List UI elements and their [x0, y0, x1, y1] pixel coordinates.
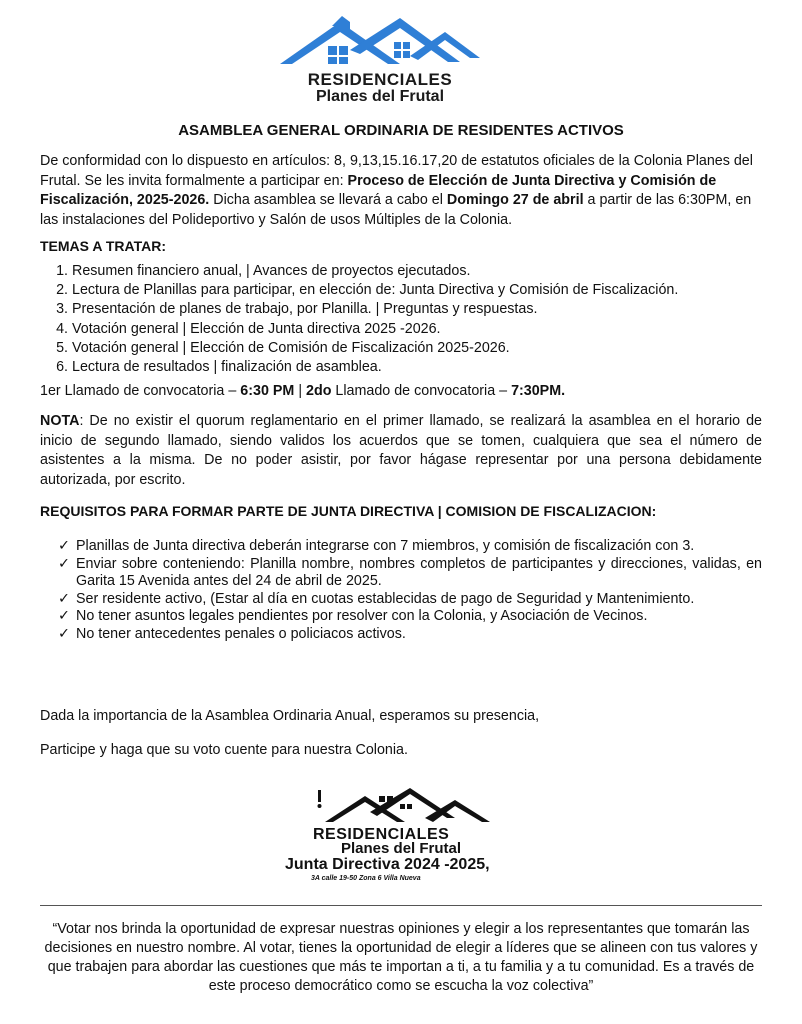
divider	[40, 905, 762, 906]
list-item: ✓ Ser residente activo, (Estar al día en cuotas establecidas de pago de Seguridad y Mantenimiento.	[58, 590, 695, 607]
stamp-address: 3A calle 19-50 Zona 6 Villa Nueva	[311, 875, 421, 882]
list-item: 4. Votación general | Elección de Junta directiva 2025 -2026.	[72, 320, 794, 339]
intro-paragraph: De conformidad con lo dispuesto en artículos: 8, 9,13,15.16.17,20 de estatutos oficiales de la Colonia Planes del Frutal. Se les invita formalmente a participar en: Proceso de Elección de Junta Directiva y Comisión de Fiscalización, 2025-2026. Dicha asamblea se llevará a cabo el Domingo 27 de abril a partir de las 6:30PM, en las instalaciones del Polideportivo y Salón de usos Múltiples de la Colonia.	[40, 153, 753, 228]
temas-heading: TEMAS A TRATAR:	[40, 238, 166, 254]
nota-paragraph: NOTA: De no existir el quorum reglamentario en el primer llamado, se realizará la asamblea en el horario de inicio de segundo llamado, siendo validos los acuerdos que se tomen, cualquiera que sea el número de asistentes a la misma. De no poder asistir, por favor hágase representar por una persona debidamente autorizada, por escrito.	[40, 413, 762, 488]
list-item: ✓ Enviar sobre conteniendo: Planilla nombre, nombres completos de participantes y direcciones, validas, en Garita 15 Avenida antes del 24 de abril de 2025.	[58, 555, 762, 590]
list-item: 2. Lectura de Planillas para participar, en elección de: Junta Directiva y Comisión de Fiscalización.	[72, 281, 794, 300]
checkmark-icon: ✓	[58, 555, 70, 572]
logo-subtitle: Planes del Frutal	[315, 88, 445, 105]
logo-title: RESIDENCIALES	[307, 70, 453, 89]
closing-line-2: Participe y haga que su voto cuente para nuestra Colonia.	[40, 742, 408, 758]
stamp-title: RESIDENCIALES	[313, 826, 450, 843]
stamp-junta: Junta Directiva 2024 -2025,	[285, 856, 490, 873]
temas-list	[40, 262, 794, 377]
list-item: ✓ No tener asuntos legales pendientes por resolver con la Colonia, y Asociación de Vecinos.	[58, 608, 648, 625]
list-item: 3. Presentación de planes de trabajo, por Planilla. | Preguntas y respuestas.	[72, 300, 794, 319]
checkmark-icon: ✓	[58, 538, 70, 554]
list-item: ✓ No tener antecedentes penales o policiacos activos.	[58, 625, 406, 642]
list-item: 5. Votación general | Elección de Comisión de Fiscalización 2025-2026.	[72, 339, 794, 358]
residenciales-logo-top	[280, 12, 480, 108]
checkmark-icon: ✓	[58, 625, 70, 642]
house-roof-icon	[280, 12, 480, 72]
requisitos-heading: REQUISITOS PARA FORMAR PARTE DE JUNTA DIRECTIVA | COMISION DE FISCALIZACION:	[40, 503, 657, 519]
closing-quote: “Votar nos brinda la oportunidad de expresar nuestras opiniones y elegir a los representantes que tomarán las decisiones en nuestro nombre. Al votar, tienes la oportunidad de elegir a líderes que se alineen con tus valores y que trabajen para abordar las cuestiones que más te importan a ti, a tu familia y a tu comunidad. Es a través de este proceso democrático como se escucha la voz colectiva”	[44, 921, 758, 994]
list-item: 6. Lectura de resultados | finalización de asamblea.	[72, 358, 794, 377]
document-title: ASAMBLEA GENERAL ORDINARIA DE RESIDENTES ACTIVOS	[178, 122, 624, 139]
list-item: 1. Resumen financiero anual, | Avances de proyectos ejecutados.	[72, 262, 794, 281]
llamado-schedule: 1er Llamado de convocatoria – 6:30 PM | 2do Llamado de convocatoria – 7:30PM.	[40, 383, 566, 399]
stamp-subtitle: Planes del Frutal	[341, 840, 462, 857]
closing-line-1: Dada la importancia de la Asamblea Ordinaria Anual, esperamos su presencia,	[40, 708, 540, 724]
checkmark-icon: ✓	[58, 590, 70, 607]
requisitos-list	[58, 538, 762, 644]
house-roof-icon	[285, 782, 525, 832]
list-item: ✓ Planillas de Junta directiva deberán integrarse con 7 miembros, y comisión de fiscalización con 3.	[58, 538, 695, 554]
checkmark-icon: ✓	[58, 608, 70, 625]
junta-directiva-stamp	[285, 782, 525, 892]
